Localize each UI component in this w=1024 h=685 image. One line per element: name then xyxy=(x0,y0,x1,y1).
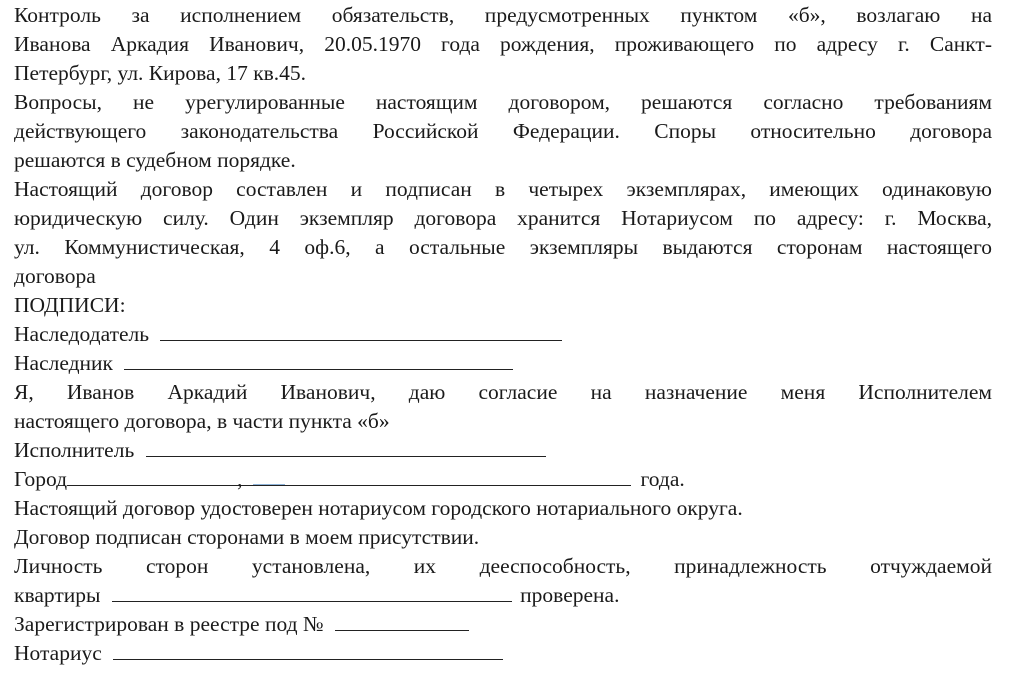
notary-certified-row xyxy=(14,494,992,523)
text-line: Вопросы, не урегулированные настоящим договором, решаются согласно требованиям xyxy=(14,90,992,114)
text-cursor-marker xyxy=(253,484,285,485)
text-line: юридическую силу. Один экземпляр договора хранится Нотариусом по адресу: г. Москва, xyxy=(14,206,992,230)
testator-signature-field[interactable] xyxy=(160,320,562,341)
notary-label: Нотариус xyxy=(14,641,102,665)
text-line: ул. Коммунистическая, 4 оф.6, а остальные экземпляры выдаются сторонам настоящего xyxy=(14,235,992,259)
registry-row xyxy=(14,610,992,639)
city-field[interactable] xyxy=(67,465,245,486)
apartment-field[interactable] xyxy=(112,581,512,602)
text-line: решаются в судебном порядке. xyxy=(14,148,296,172)
signatures-heading: ПОДПИСИ: xyxy=(14,293,126,317)
year-suffix: года. xyxy=(640,467,685,491)
notary-signature-row xyxy=(14,639,992,668)
text-line: действующего законодательства Российской Федерации. Споры относительно договора xyxy=(14,119,992,143)
verified-suffix: проверена. xyxy=(520,583,620,607)
text-line: настоящего договора, в части пункта «б» xyxy=(14,409,390,433)
executor-signature-field[interactable] xyxy=(146,436,546,457)
text-line: Настоящий договор составлен и подписан в четырех экземплярах, имеющих одинаковую xyxy=(14,177,992,201)
signatures-heading-row xyxy=(14,291,992,320)
registry-label: Зарегистрирован в реестре под № xyxy=(14,612,324,636)
city-label: Город xyxy=(14,467,68,491)
text-line: договора xyxy=(14,264,96,288)
city-date-row: Город , года. xyxy=(14,467,685,491)
text-line: Иванова Аркадия Иванович, 20.05.1970 года рождения, проживающего по адресу г. Санкт- xyxy=(14,32,992,56)
text-line: Я, Иванов Аркадий Иванович, даю согласие на назначение меня Исполнителем xyxy=(14,380,992,404)
paragraph-control-obligations xyxy=(14,1,992,88)
testator-label: Наследодатель xyxy=(14,322,150,346)
signed-presence-row xyxy=(14,523,992,552)
text-line: Личность сторон установлена, их дееспособность, принадлежность отчуждаемой xyxy=(14,554,992,578)
apartment-row xyxy=(14,581,992,610)
executor-signature-row xyxy=(14,436,992,465)
text-line: Контроль за исполнением обязательств, предусмотренных пунктом «б», возлагаю на xyxy=(14,3,992,27)
paragraph-copies xyxy=(14,175,992,291)
contract-document xyxy=(14,1,992,668)
apartment-label: квартиры xyxy=(14,583,101,607)
heir-label: Наследник xyxy=(14,351,113,375)
heir-signature-field[interactable] xyxy=(124,349,513,370)
signed-presence-text: Договор подписан сторонами в моем присутствии. xyxy=(14,525,480,549)
paragraph-unresolved-questions xyxy=(14,88,992,175)
text-line: Петербург, ул. Кирова, 17 кв.45. xyxy=(14,61,307,85)
executor-label: Исполнитель xyxy=(14,438,135,462)
heir-signature-row xyxy=(14,349,992,378)
testator-signature-row xyxy=(14,320,992,349)
notary-certified-text: Настоящий договор удостоверен нотариусом городского нотариального округа. xyxy=(14,496,743,520)
date-field[interactable] xyxy=(245,465,631,486)
registry-number-field[interactable] xyxy=(335,610,469,631)
paragraph-executor-consent xyxy=(14,378,992,436)
paragraph-identity xyxy=(14,552,992,610)
notary-signature-field[interactable] xyxy=(113,639,503,660)
